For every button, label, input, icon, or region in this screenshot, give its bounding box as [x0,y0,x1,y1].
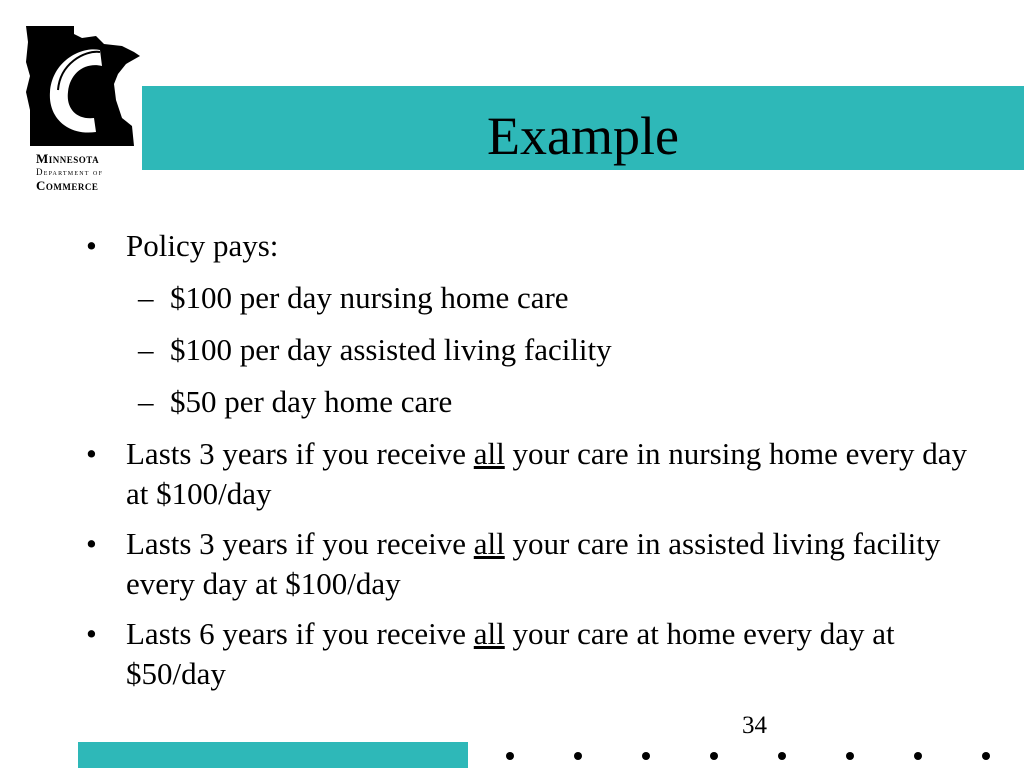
page-number: 34 [742,712,767,739]
bullet-text-before: Lasts 3 years if you receive [126,526,474,561]
bullet-mark: • [86,526,97,561]
minnesota-commerce-logo [22,22,148,202]
dash-mark: – [138,280,154,315]
bullet-policy-pays [80,226,980,266]
minnesota-state-c-icon [22,22,148,150]
footer-dot [846,752,854,760]
logo-minnesota-text: Minnesota [36,151,100,166]
sub-bullet-assisted-living [80,330,980,370]
footer-dot [778,752,786,760]
dash-mark: – [138,384,154,419]
bullet-text: Policy pays: [126,228,279,263]
bullet-nursing-home-duration [80,434,980,514]
footer-dots [500,752,1000,764]
footer-dot [506,752,514,760]
bullet-assisted-living-duration [80,524,980,604]
bullet-text-before: Lasts 6 years if you receive [126,616,474,651]
bullet-text-after: your care in nursing home every day at $100/day [126,436,968,511]
bullet-mark: • [86,228,97,263]
sub-bullet-text: $100 per day assisted living facility [170,332,612,367]
slide-content [80,226,980,704]
sub-bullet-list [80,278,980,422]
bullet-home-care-duration [80,614,980,694]
footer-bar [78,742,468,768]
slide-title: Example [487,106,679,166]
dash-mark: – [138,332,154,367]
bullet-mark: • [86,436,97,471]
emphasis-all: all [473,436,505,471]
emphasis-all: all [473,616,505,651]
bullet-text-after: your care in assisted living facility every day at $100/day [126,526,941,601]
footer-dot [710,752,718,760]
footer-dot [574,752,582,760]
sub-bullet-text: $50 per day home care [170,384,453,419]
bullet-text-after: your care at home every day at $50/day [126,616,895,691]
sub-bullet-home-care [80,382,980,422]
emphasis-all: all [473,526,505,561]
footer-dot [642,752,650,760]
sub-bullet-nursing-home [80,278,980,318]
footer-dot [982,752,990,760]
bullet-mark: • [86,616,97,651]
bullet-text-before: Lasts 3 years if you receive [126,436,474,471]
footer-dot [914,752,922,760]
sub-bullet-text: $100 per day nursing home care [170,280,569,315]
logo-department-text: Department of [36,167,104,177]
logo-commerce-text: Commerce [36,178,99,193]
